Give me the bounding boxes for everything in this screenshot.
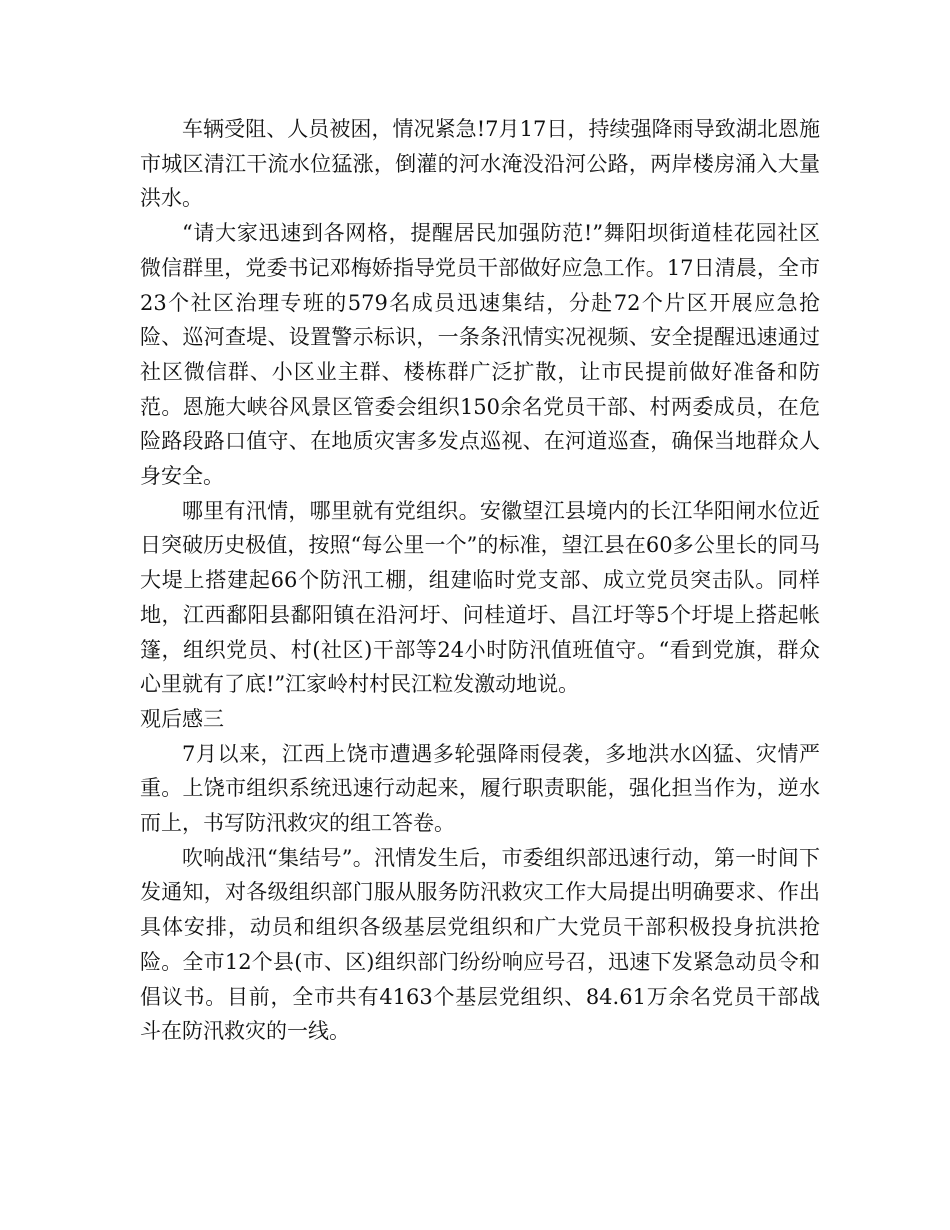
- paragraph-flood-enshi: 车辆受阻、人员被困，情况紧急!7月17日，持续强降雨导致湖北恩施市城区清江干流水位猛涨，倒灌的河水淹没沿河公路，两岸楼房涌入大量洪水。: [140, 117, 820, 211]
- paragraph-party-organization: 哪里有汛情，哪里就有党组织。安徽望江县境内的长江华阳闸水位近日突破历史极值，按照“每公里一个”的标准，望江县在60多公里长的同马大堤上搭建起66个防汛工棚，组建临时党支部、成立党员突击队。同样地，江西鄱阳县鄱阳镇在沿河圩、问桂道圩、昌江圩等5个圩堤上搭起帐篷，组织党员、村(社区)干部等24小时防汛值班值守。“看到党旗，群众心里就有了底!”江家岭村村民江粒发激动地说。: [140, 498, 820, 697]
- document-body: [140, 112, 820, 1049]
- section-heading: 观后感三: [140, 706, 224, 731]
- paragraph-assembly-call: 吹响战汛“集结号”。汛情发生后，市委组织部迅速行动，第一时间下发通知，对各级组织部门服从服务防汛救灾工作大局提出明确要求、作出具体安排，动员和组织各级基层党组织和广大党员干部积极投身抗洪抢险。全市12个县(市、区)组织部门纷纷响应号召，迅速下发紧急动员令和倡议书。目前，全市共有4163个基层党组织、84.61万余名党员干部战斗在防汛救灾的一线。: [140, 845, 820, 1044]
- paragraph-shangrao-rain: 7月以来，江西上饶市遭遇多轮强降雨侵袭，多地洪水凶猛、灾情严重。上饶市组织系统迅速行动起来，履行职责职能，强化担当作为，逆水而上，书写防汛救灾的组工答卷。: [140, 741, 820, 836]
- paragraph-community-response: “请大家迅速到各网格，提醒居民加强防范!”舞阳坝街道桂花园社区微信群里，党委书记邓梅娇指导党员干部做好应急工作。17日清晨，全市23个社区治理专班的579名成员迅速集结，分赴72个片区开展应急抢险、巡河查堤、设置警示标识，一条条汛情实况视频、安全提醒迅速通过社区微信群、小区业主群、楼栋群广泛扩散，让市民提前做好准备和防范。恩施大峡谷风景区管委会组织150余名党员干部、村两委成员，在危险路段路口值守、在地质灾害多发点巡视、在河道巡查，确保当地群众人身安全。: [140, 221, 820, 489]
